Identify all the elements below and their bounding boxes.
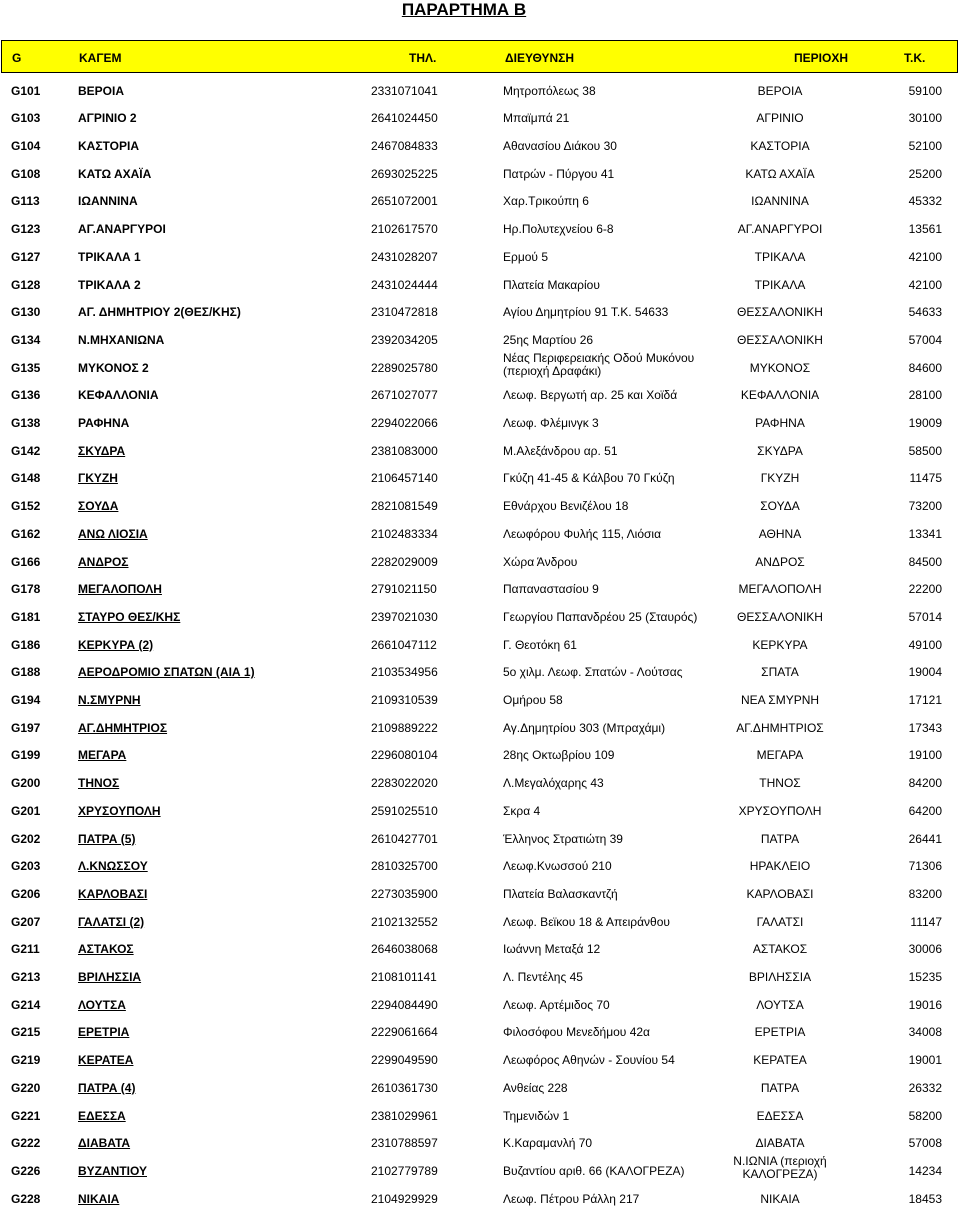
table-row (0, 990, 960, 1018)
row-area: ΑΣΤΑΚΟΣ (752, 942, 808, 957)
row-phone: 2671027077 (371, 388, 438, 403)
row-area-line1: Ν.ΙΩΝΙΑ (περιοχή (733, 1153, 827, 1168)
row-address: Ομήρου 58 (503, 693, 563, 708)
row-code: G123 (11, 222, 41, 237)
row-address: Σκρα 4 (503, 803, 541, 818)
row-store: ΓΑΛΑΤΣΙ (2) (78, 914, 145, 929)
table-row (0, 76, 960, 104)
row-zip: 58200 (908, 1108, 942, 1123)
row-address: Αγ.Δημητρίου 303 (Μπραχάμι) (503, 720, 666, 735)
header-phone: ΤΗΛ. (409, 51, 437, 65)
row-store: ΝΙΚΑΙΑ (78, 1191, 120, 1206)
row-store: ΑΝΔΡΟΣ (78, 554, 129, 569)
row-store: ΤΡΙΚΑΛΑ 1 (78, 249, 141, 264)
table-row (0, 104, 960, 132)
row-area-line2: ΚΑΛΟΓΡΕΖΑ) (742, 1166, 818, 1181)
row-store: ΒΡΙΛΗΣΣΙΑ (78, 970, 142, 985)
row-zip: 19016 (908, 997, 942, 1012)
row-area: ΑΓ.ΔΗΜΗΤΡΙΟΣ (736, 720, 824, 735)
row-area: ΣΟΥΔΑ (760, 499, 800, 514)
row-store: ΣΟΥΔΑ (78, 499, 119, 514)
row-store: ΑΕΡΟΔΡΟΜΙΟ ΣΠΑΤΩΝ (ΑΙΑ 1) (78, 665, 255, 680)
row-address: Αγίου Δημητρίου 91 Τ.Κ. 54633 (503, 305, 669, 320)
row-address-line2: (περιοχή Δραφάκι) (503, 363, 602, 378)
row-code: G197 (11, 720, 41, 735)
row-phone: 2810325700 (371, 859, 438, 874)
row-phone: 2661047112 (371, 637, 437, 652)
row-store: ΑΣΤΑΚΟΣ (78, 942, 134, 957)
row-address: Ανθείας 228 (503, 1080, 568, 1095)
row-phone: 2103534956 (371, 665, 438, 680)
row-address: Λ.Μεγαλόχαρης 43 (503, 776, 604, 791)
table-row (0, 325, 960, 353)
row-area: ΚΑΡΛΟΒΑΣΙ (746, 886, 814, 901)
row-area (660, 1155, 900, 1181)
row-store: ΠΑΤΡΑ (5) (78, 831, 136, 846)
header-store: ΚΑΓΕΜ (79, 51, 122, 65)
row-address: Χαρ.Τρικούπη 6 (503, 194, 589, 209)
row-code: G206 (11, 886, 41, 901)
row-phone: 2106457140 (371, 471, 438, 486)
row-phone: 2331071041 (371, 83, 438, 98)
row-zip: 84200 (908, 776, 942, 791)
row-phone: 2104929929 (371, 1191, 438, 1206)
row-address: Λεωφ.Κνωσσού 210 (503, 859, 612, 874)
row-phone: 2392034205 (371, 332, 438, 347)
row-address: Ηρ.Πολυτεχνείου 6-8 (503, 222, 614, 237)
row-store: ΧΡΥΣΟΥΠΟΛΗ (78, 803, 161, 818)
row-phone: 2310472818 (371, 305, 438, 320)
row-address: Γ. Θεοτόκη 61 (503, 637, 577, 652)
row-area: ΜΥΚΟΝΟΣ (749, 360, 811, 375)
row-store: ΙΩΑΝΝΙΝΑ (78, 194, 138, 209)
row-area: ΓΚΥΖΗ (760, 471, 800, 486)
row-address: Έλληνος Στρατιώτη 39 (503, 831, 623, 846)
row-phone: 2651072001 (371, 194, 438, 209)
table-row (0, 1046, 960, 1074)
row-area: ΚΑΤΩ ΑΧΑΪΑ (745, 166, 815, 181)
header-address: ΔΙΕΥΘΥΝΣΗ (505, 51, 575, 65)
row-phone: 2296080104 (371, 748, 438, 763)
header-area: ΠΕΡΙΟΧΗ (794, 51, 849, 65)
row-code: G128 (11, 277, 41, 292)
row-phone: 2381029961 (371, 1108, 438, 1123)
row-address: Παπαναστασίου 9 (503, 582, 599, 597)
table-row (0, 215, 960, 243)
table-row (0, 492, 960, 520)
row-zip: 19100 (908, 748, 942, 763)
row-address: Λεωφόρου Φυλής 115, Λιόσια (503, 526, 662, 541)
row-store: Ν.ΜΗΧΑΝΙΩΝΑ (78, 332, 165, 347)
row-code: G134 (11, 332, 41, 347)
table-row (0, 685, 960, 713)
row-address: Μητροπόλεως 38 (503, 83, 596, 98)
row-area: ΚΕΡΑΤΕΑ (753, 1053, 807, 1068)
table-row (0, 824, 960, 852)
row-zip: 52100 (908, 139, 942, 154)
row-code: G200 (11, 776, 41, 791)
row-zip: 54633 (908, 305, 942, 320)
row-code: G103 (11, 111, 41, 126)
row-zip: 22200 (908, 582, 942, 597)
table-row (0, 1073, 960, 1101)
row-address: Κ.Καραμανλή 70 (503, 1136, 593, 1151)
row-zip: 26441 (908, 831, 942, 846)
row-area: ΑΓ.ΑΝΑΡΓΥΡΟΙ (737, 222, 823, 237)
row-code: G136 (11, 388, 41, 403)
row-store: ΤΡΙΚΑΛΑ 2 (78, 277, 141, 292)
row-address: Χώρα Άνδρου (503, 554, 578, 569)
row-area: ΘΕΣΣΑΛΟΝΙΚΗ (737, 305, 823, 320)
table-row (0, 962, 960, 990)
row-address: Λεωφ. Πέτρου Ράλλη 217 (503, 1191, 640, 1206)
row-phone: 2294084490 (371, 997, 438, 1012)
row-zip: 28100 (908, 388, 942, 403)
table-row (0, 879, 960, 907)
table-row (0, 1101, 960, 1129)
row-store: ΓΚΥΖΗ (78, 471, 118, 486)
row-code: G186 (11, 637, 41, 652)
row-phone: 2299049590 (371, 1053, 438, 1068)
row-area: ΤΗΝΟΣ (759, 776, 801, 791)
row-store: ΚΑΤΩ ΑΧΑΪΑ (78, 166, 152, 181)
row-area: ΚΕΡΚΥΡΑ (752, 637, 808, 652)
row-phone: 2102779789 (371, 1163, 438, 1178)
table-row (0, 350, 960, 381)
row-zip: 59100 (908, 83, 942, 98)
row-address: Γκύζη 41-45 & Κάλβου 70 Γκύζη (503, 471, 675, 486)
row-area: ΡΑΦΗΝΑ (755, 416, 805, 431)
row-zip: 71306 (908, 859, 942, 874)
row-zip: 42100 (908, 249, 942, 264)
row-zip: 13561 (908, 222, 942, 237)
row-area: ΧΡΥΣΟΥΠΟΛΗ (738, 803, 822, 818)
table-row (0, 935, 960, 963)
row-code: G181 (11, 609, 41, 624)
table-row (0, 741, 960, 769)
row-address: Πλατεία Μακαρίου (503, 277, 600, 292)
row-zip: 13341 (908, 526, 942, 541)
row-zip: 11147 (910, 914, 942, 929)
row-address: Φιλοσόφου Μενεδήμου 42α (503, 1025, 650, 1040)
row-code: G207 (11, 914, 41, 929)
row-phone: 2693025225 (371, 166, 438, 181)
row-phone: 2646038068 (371, 942, 438, 957)
table-row (0, 159, 960, 187)
row-code: G108 (11, 166, 41, 181)
row-phone: 2102483334 (371, 526, 438, 541)
row-zip: 19001 (908, 1053, 942, 1068)
row-address: Λεωφ. Φλέμινγκ 3 (503, 416, 599, 431)
row-code: G221 (11, 1108, 41, 1123)
row-phone: 2102132552 (371, 914, 438, 929)
row-phone: 2289025780 (371, 360, 438, 375)
row-store: ΑΓΡΙΝΙΟ 2 (78, 111, 137, 126)
row-area: ΤΡΙΚΑΛΑ (754, 249, 806, 264)
row-code: G142 (11, 443, 41, 458)
row-phone: 2431028207 (371, 249, 438, 264)
row-area: ΒΕΡΟΙΑ (757, 83, 803, 98)
row-store: ΒΕΡΟΙΑ (78, 83, 125, 98)
row-code: G188 (11, 665, 41, 680)
row-code: G104 (11, 139, 41, 154)
row-store: ΕΡΕΤΡΙΑ (78, 1025, 130, 1040)
row-zip: 64200 (908, 803, 942, 818)
header-code: G (12, 51, 22, 65)
row-store: ΚΑΡΛΟΒΑΣΙ (78, 886, 148, 901)
row-code: G201 (11, 803, 41, 818)
table-row (0, 408, 960, 436)
row-address: Τημενιδών 1 (503, 1108, 570, 1123)
row-area: ΒΡΙΛΗΣΣΙΑ (748, 970, 812, 985)
row-phone: 2791021150 (371, 582, 437, 597)
row-store: ΚΑΣΤΟΡΙΑ (78, 139, 139, 154)
row-phone: 2273035900 (371, 886, 438, 901)
row-code: G203 (11, 859, 41, 874)
row-code: G228 (11, 1191, 41, 1206)
row-area: ΘΕΣΣΑΛΟΝΙΚΗ (737, 332, 823, 347)
row-area: ΔΙΑΒΑΤΑ (755, 1136, 805, 1151)
row-zip: 58500 (908, 443, 942, 458)
row-store: ΜΥΚΟΝΟΣ 2 (78, 360, 149, 375)
row-code: G213 (11, 970, 41, 985)
row-area: ΙΩΑΝΝΙΝΑ (751, 194, 809, 209)
row-store: ΚΕΡΚΥΡΑ (2) (78, 637, 154, 652)
table-row (0, 769, 960, 797)
row-address: Βυζαντίου αριθ. 66 (ΚΑΛΟΓΡΕΖΑ) (503, 1163, 685, 1178)
row-zip: 25200 (908, 166, 942, 181)
row-phone: 2102617570 (371, 222, 438, 237)
row-zip: 57008 (908, 1136, 942, 1151)
row-phone: 2397021030 (371, 609, 438, 624)
row-address: Μ.Αλεξάνδρου αρ. 51 (503, 443, 618, 458)
row-store: ΑΓ.ΔΗΜΗΤΡΙΟΣ (78, 720, 168, 735)
row-address: Λεωφ. Βεργωτή αρ. 25 και Χοϊδά (503, 388, 678, 403)
row-address: Πατρών - Πύργου 41 (503, 166, 615, 181)
row-zip: 30100 (908, 111, 942, 126)
row-zip: 17121 (908, 693, 942, 708)
row-store: ΑΝΩ ΛΙΟΣΙΑ (78, 526, 148, 541)
row-store: ΤΗΝΟΣ (78, 776, 120, 791)
row-store: ΜΕΓΑΛΟΠΟΛΗ (78, 582, 162, 597)
table-row (0, 658, 960, 686)
row-code: G215 (11, 1025, 41, 1040)
row-address: 25ης Μαρτίου 26 (503, 332, 594, 347)
row-code: G178 (11, 582, 41, 597)
row-area: ΠΑΤΡΑ (760, 1080, 800, 1095)
row-zip: 17343 (908, 720, 942, 735)
row-address: Ερμού 5 (503, 249, 548, 264)
row-zip: 18453 (908, 1191, 942, 1206)
row-zip: 83200 (908, 886, 942, 901)
row-area: ΜΕΓΑΛΟΠΟΛΗ (738, 582, 822, 597)
page-title: ΠΑΡΑΡΤΗΜΑ Β (401, 0, 527, 19)
row-code: G148 (11, 471, 41, 486)
row-phone: 2109310539 (371, 693, 438, 708)
row-zip: 84600 (908, 360, 942, 375)
row-code: G219 (11, 1053, 41, 1068)
table-row (0, 270, 960, 298)
row-zip: 84500 (908, 554, 942, 569)
table-row (0, 242, 960, 270)
row-zip: 49100 (908, 637, 942, 652)
row-code: G113 (11, 194, 40, 209)
row-zip: 30006 (908, 942, 942, 957)
row-code: G202 (11, 831, 41, 846)
row-zip: 34008 (908, 1025, 942, 1040)
row-area: ΕΔΕΣΣΑ (756, 1108, 804, 1123)
row-area: ΠΑΤΡΑ (760, 831, 800, 846)
row-zip: 14234 (908, 1163, 942, 1178)
row-code: G194 (11, 693, 41, 708)
row-address: 5ο χιλμ. Λεωφ. Σπατών - Λούτσας (503, 665, 683, 680)
row-code: G138 (11, 416, 41, 431)
row-area: ΝΙΚΑΙΑ (760, 1191, 800, 1206)
table-row (0, 796, 960, 824)
table-row (0, 547, 960, 575)
row-code: G101 (11, 83, 41, 98)
row-store: ΛΟΥΤΣΑ (78, 997, 126, 1012)
row-area: ΑΓΡΙΝΙΟ (756, 111, 804, 126)
row-zip: 26332 (908, 1080, 942, 1095)
row-store: ΣΤΑΥΡΟ ΘΕΣ/ΚΗΣ (78, 609, 181, 624)
row-area: ΛΟΥΤΣΑ (756, 997, 804, 1012)
row-address: Ιωάννη Μεταξά 12 (503, 942, 601, 957)
table-header (1, 40, 958, 73)
table-row (0, 464, 960, 492)
table-row (0, 907, 960, 935)
table-row (0, 436, 960, 464)
table-row (0, 381, 960, 409)
row-zip: 11475 (909, 471, 942, 486)
row-area: ΘΕΣΣΑΛΟΝΙΚΗ (737, 609, 823, 624)
row-zip: 57004 (908, 332, 942, 347)
table-row (0, 630, 960, 658)
row-area: ΕΡΕΤΡΙΑ (754, 1025, 806, 1040)
table-row (0, 1184, 960, 1212)
row-address: Λεωφ. Αρτέμιδος 70 (503, 997, 610, 1012)
row-code: G220 (11, 1080, 41, 1095)
row-code: G127 (11, 249, 41, 264)
row-area: ΗΡΑΚΛΕΙΟ (749, 859, 811, 874)
row-phone: 2641024450 (371, 111, 438, 126)
row-code: G135 (11, 360, 41, 375)
row-code: G226 (11, 1163, 41, 1178)
row-area: ΚΑΣΤΟΡΙΑ (750, 139, 810, 154)
row-code: G162 (11, 526, 41, 541)
row-code: G214 (11, 997, 41, 1012)
table-row (0, 519, 960, 547)
row-phone: 2282029009 (371, 554, 438, 569)
row-phone: 2821081549 (371, 499, 438, 514)
table-row (0, 713, 960, 741)
row-phone: 2610427701 (371, 831, 438, 846)
row-store: ΠΑΤΡΑ (4) (78, 1080, 136, 1095)
row-address: Λεωφ. Βεϊκου 18 & Απειράνθου (503, 914, 670, 929)
row-zip: 57014 (908, 609, 942, 624)
row-area: ΚΕΦΑΛΛΟΝΙΑ (740, 388, 820, 403)
row-zip: 19004 (908, 665, 942, 680)
row-address-line1: Νέας Περιφερειακής Οδού Μυκόνου (503, 350, 695, 365)
table-row (0, 575, 960, 603)
row-store: ΒΥΖΑΝΤΙΟΥ (78, 1163, 147, 1178)
row-zip: 42100 (908, 277, 942, 292)
row-phone: 2108101141 (371, 970, 437, 985)
row-zip: 45332 (908, 194, 942, 209)
row-store: ΚΕΡΑΤΕΑ (78, 1053, 134, 1068)
row-phone: 2431024444 (371, 277, 438, 292)
row-phone: 2109889222 (371, 720, 438, 735)
row-phone: 2310788597 (371, 1136, 438, 1151)
table-row (0, 187, 960, 215)
row-phone: 2467084833 (371, 139, 438, 154)
row-zip: 15235 (908, 970, 942, 985)
row-code: G130 (11, 305, 41, 320)
table-row (0, 852, 960, 880)
header-zip: Τ.Κ. (904, 51, 926, 65)
row-store: ΔΙΑΒΑΤΑ (78, 1136, 131, 1151)
row-area: ΝΕΑ ΣΜΥΡΝΗ (740, 693, 820, 708)
row-code: G211 (11, 942, 40, 957)
row-store: ΕΔΕΣΣΑ (78, 1108, 126, 1123)
row-phone: 2591025510 (371, 803, 438, 818)
row-address: Λ. Πεντέλης 45 (503, 970, 583, 985)
row-address: Αθανασίου Διάκου 30 (503, 139, 617, 154)
table-row (0, 602, 960, 630)
table-row (0, 1018, 960, 1046)
row-area: ΑΝΔΡΟΣ (755, 554, 805, 569)
row-store: ΜΕΓΑΡΑ (78, 748, 127, 763)
row-phone: 2294022066 (371, 416, 438, 431)
table-row (0, 298, 960, 326)
row-address: Εθνάρχου Βενιζέλου 18 (503, 499, 629, 514)
row-phone: 2283022020 (371, 776, 438, 791)
row-address: Πλατεία Βαλασκαντζή (503, 886, 618, 901)
row-area: ΑΘΗΝΑ (758, 526, 802, 541)
row-store: Ν.ΣΜΥΡΝΗ (78, 693, 141, 708)
row-code: G222 (11, 1136, 41, 1151)
table-row (0, 131, 960, 159)
row-zip: 19009 (908, 416, 942, 431)
row-area: ΜΕΓΑΡΑ (756, 748, 804, 763)
row-zip: 73200 (908, 499, 942, 514)
row-area: ΣΚΥΔΡΑ (757, 443, 803, 458)
row-address: Λεωφόρος Αθηνών - Σουνίου 54 (503, 1053, 675, 1068)
row-phone: 2610361730 (371, 1080, 438, 1095)
row-area: ΓΑΛΑΤΣΙ (756, 914, 804, 929)
row-store: ΑΓ.ΑΝΑΡΓΥΡΟΙ (78, 222, 166, 237)
row-code: G199 (11, 748, 41, 763)
row-store: ΡΑΦΗΝΑ (78, 416, 130, 431)
row-address: Μπαϊμπά 21 (503, 111, 570, 126)
row-store: ΑΓ. ΔΗΜΗΤΡΙΟΥ 2(ΘΕΣ/ΚΗΣ) (78, 305, 241, 320)
row-code: G166 (11, 554, 41, 569)
row-area: ΣΠΑΤΑ (761, 665, 799, 680)
row-store: Λ.ΚΝΩΣΣΟΥ (78, 859, 148, 874)
row-phone: 2381083000 (371, 443, 438, 458)
row-code: G152 (11, 499, 41, 514)
row-address: Γεωργίου Παπανδρέου 25 (Σταυρός) (503, 609, 698, 624)
row-phone: 2229061664 (371, 1025, 438, 1040)
row-store: ΣΚΥΔΡΑ (78, 443, 126, 458)
row-address: 28ης Οκτωβρίου 109 (503, 748, 615, 763)
table-row (0, 1153, 960, 1184)
table-row (0, 1129, 960, 1157)
row-area: ΤΡΙΚΑΛΑ (754, 277, 806, 292)
row-store: ΚΕΦΑΛΛΟΝΙΑ (78, 388, 159, 403)
